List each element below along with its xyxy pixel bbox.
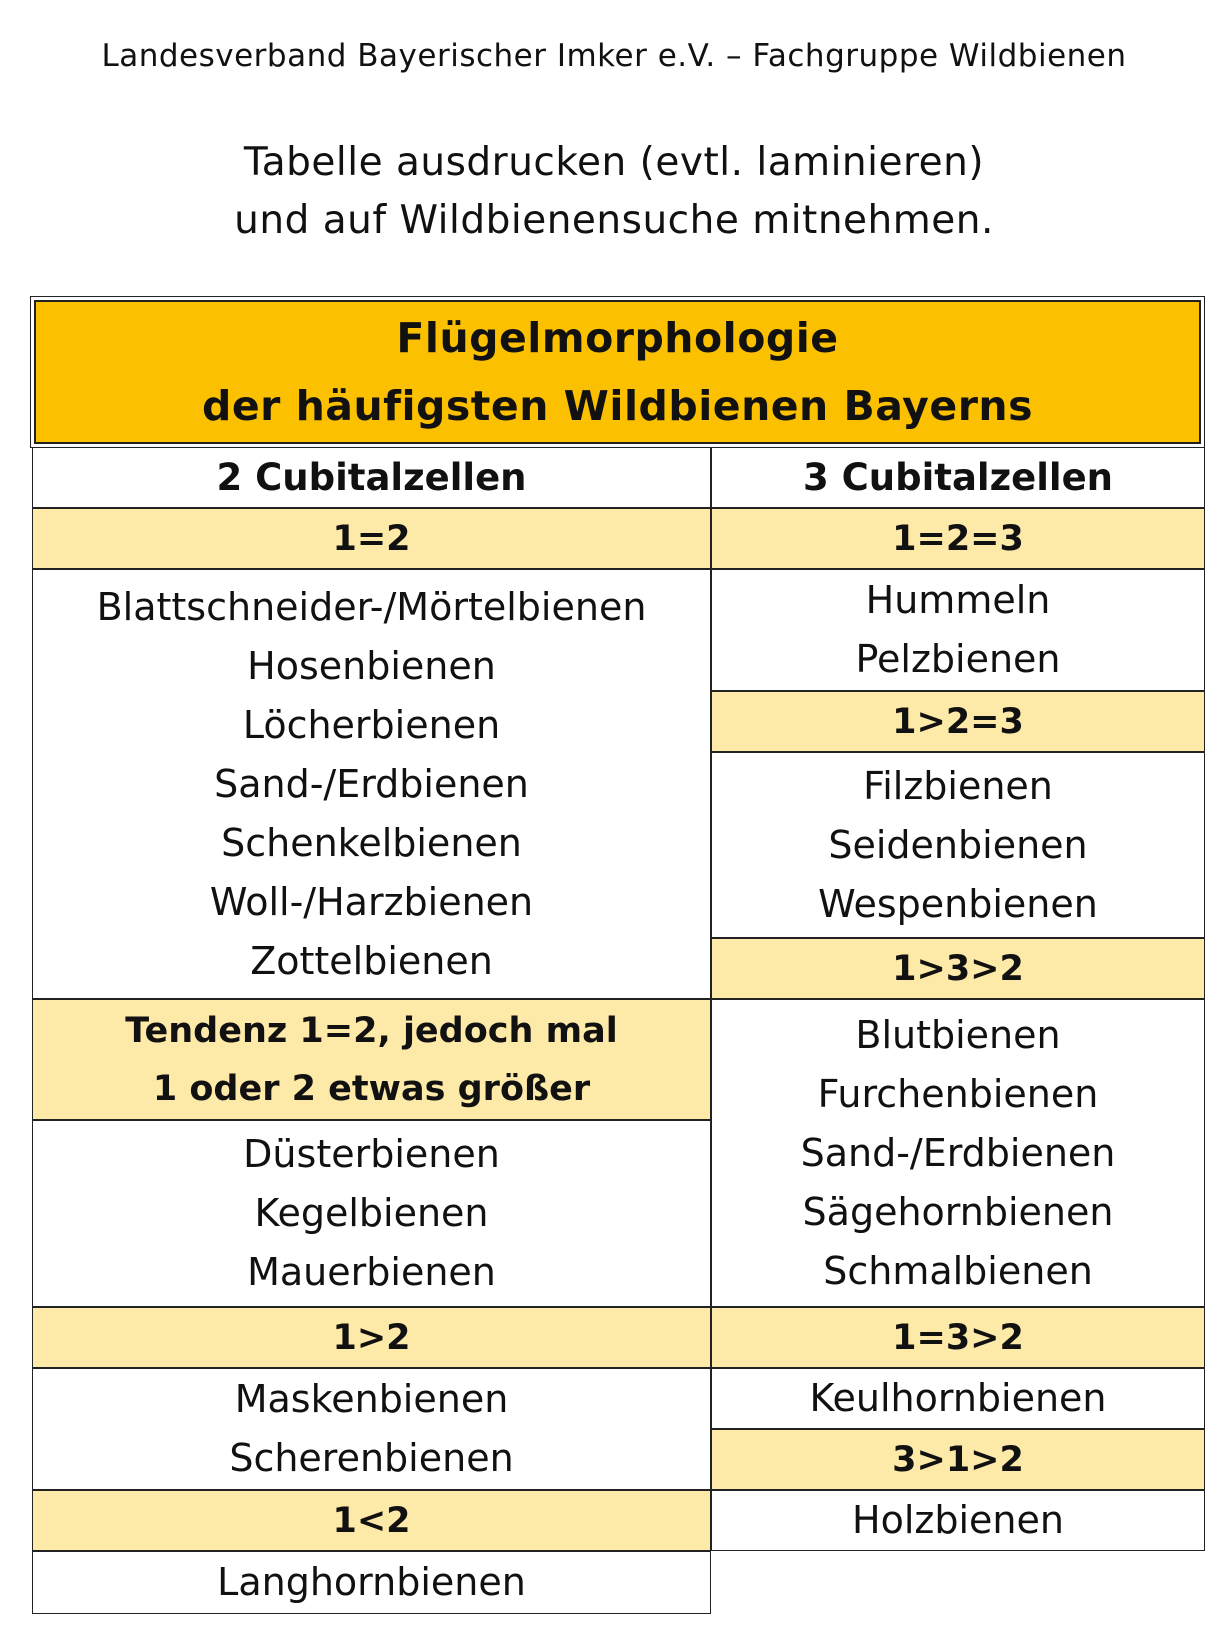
list-item: Pelzbienen xyxy=(855,637,1061,681)
list-item: Hummeln xyxy=(865,578,1051,622)
list-item: Hosenbienen xyxy=(247,643,496,688)
list-item: Mauerbienen xyxy=(247,1250,496,1294)
list-item: Woll-/Harzbienen xyxy=(209,879,534,924)
list-item: Schenkelbienen xyxy=(221,820,522,865)
list-item: Blutbienen xyxy=(855,1012,1061,1057)
list-item: Kegelbienen xyxy=(254,1191,489,1235)
right-condition-5: 3>1>2 xyxy=(711,1429,1205,1490)
condition-line-1: Tendenz 1=2, jedoch mal xyxy=(125,1010,618,1051)
list-item: Furchenbienen xyxy=(817,1071,1099,1116)
left-column-header: 2 Cubitalzellen xyxy=(32,447,711,508)
list-item: Scherenbienen xyxy=(229,1436,514,1480)
list-item: Holzbienen xyxy=(852,1498,1064,1542)
left-condition-4: 1<2 xyxy=(32,1490,711,1551)
list-item: Düsterbienen xyxy=(243,1132,500,1176)
right-condition-1: 1=2=3 xyxy=(711,508,1205,569)
list-item: Löcherbienen xyxy=(242,702,501,747)
list-item: Langhornbienen xyxy=(217,1560,526,1604)
list-item: Schmalbienen xyxy=(823,1248,1093,1293)
list-item: Blattschneider-/Mörtelbienen xyxy=(96,584,647,629)
list-item: Seidenbienen xyxy=(828,822,1088,867)
right-list-2 xyxy=(711,752,1205,938)
left-condition-3: 1>2 xyxy=(32,1307,711,1368)
left-list-4 xyxy=(32,1551,711,1614)
list-item: Sand-/Erdbienen xyxy=(800,1130,1116,1175)
instruction-line-2: und auf Wildbienensuche mitnehmen. xyxy=(234,198,994,243)
right-list-3 xyxy=(711,999,1205,1307)
left-condition-1: 1=2 xyxy=(32,508,711,569)
instruction-line-1: Tabelle ausdrucken (evtl. laminieren) xyxy=(243,140,985,185)
list-item: Zottelbienen xyxy=(250,938,493,983)
right-list-1 xyxy=(711,569,1205,691)
list-item: Sand-/Erdbienen xyxy=(214,761,529,806)
title-line-2: der häufigsten Wildbienen Bayerns xyxy=(201,382,1034,430)
list-item: Wespenbienen xyxy=(818,881,1098,926)
list-item: Sägehornbienen xyxy=(802,1189,1114,1234)
left-list-3 xyxy=(32,1368,711,1490)
condition-line-2: 1 oder 2 etwas größer xyxy=(152,1068,591,1109)
title-line-1: Flügelmorphologie xyxy=(396,314,839,362)
right-list-4 xyxy=(711,1368,1205,1429)
list-item: Maskenbienen xyxy=(234,1377,509,1421)
right-condition-3: 1>3>2 xyxy=(711,938,1205,999)
organization-header: Landesverband Bayerischer Imker e.V. – Fachgruppe Wildbienen xyxy=(101,38,1127,74)
table-title xyxy=(34,300,1201,444)
left-condition-2 xyxy=(32,999,711,1120)
list-item: Keulhornbienen xyxy=(809,1376,1107,1420)
right-column-header: 3 Cubitalzellen xyxy=(711,447,1205,508)
left-list-1 xyxy=(32,569,711,999)
left-list-2 xyxy=(32,1120,711,1307)
right-condition-4: 1=3>2 xyxy=(711,1307,1205,1368)
list-item: Filzbienen xyxy=(863,763,1053,808)
right-condition-2: 1>2=3 xyxy=(711,691,1205,752)
right-list-5 xyxy=(711,1490,1205,1551)
